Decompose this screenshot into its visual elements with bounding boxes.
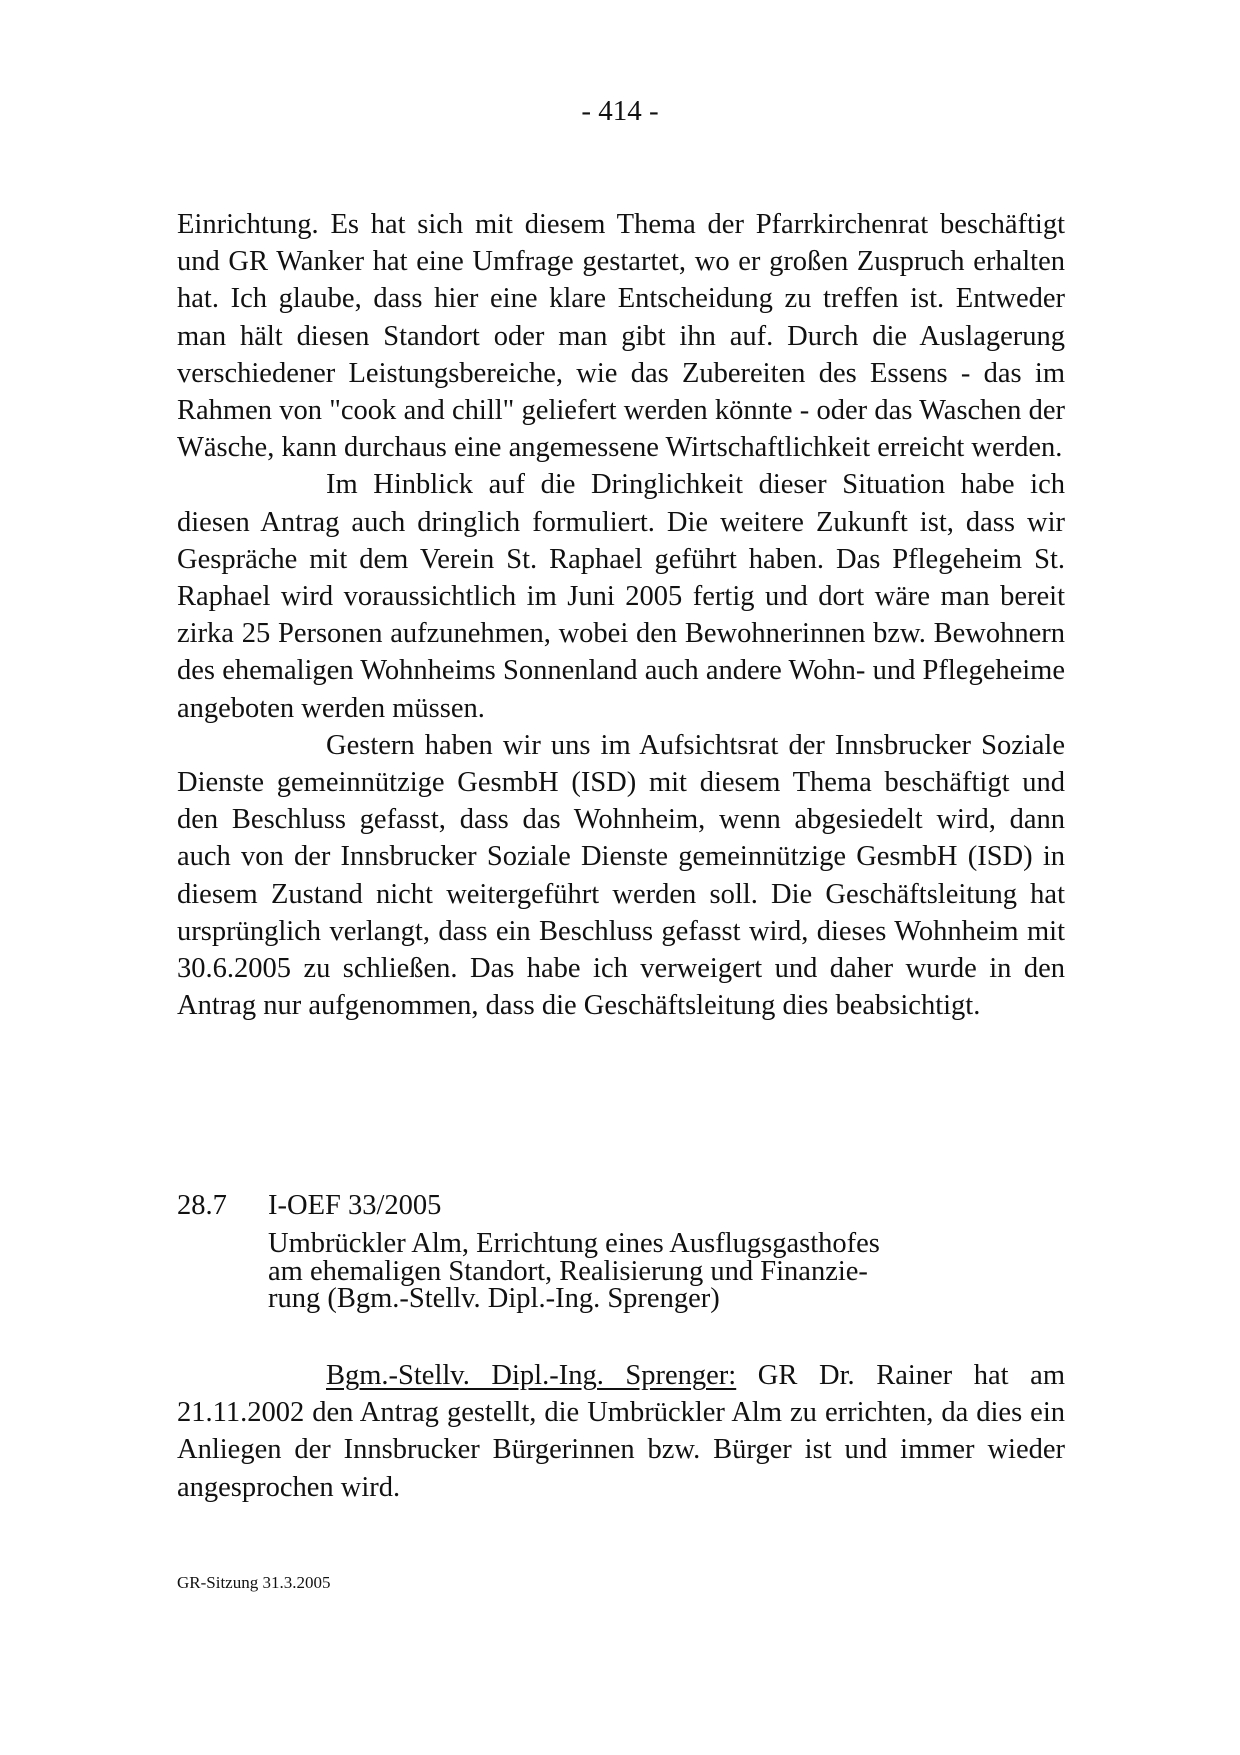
agenda-subject-line: Umbrückler Alm, Errichtung eines Ausflugsgasthofes [268,1228,880,1259]
speech-text: GR Dr. Rainer hat am 21.11.2002 den Antrag gestellt, die Umbrückler Alm zu errichten, da dies ein Anliegen der Innsbrucker Bürgerinnen bzw. Bürger ist und immer wieder angesprochen wird. [177,1360,1065,1503]
agenda-subject-line: am ehemaligen Standort, Realisierung und Finanzie- [268,1255,868,1287]
paragraph-continuation: Einrichtung. Es hat sich mit diesem Thema der Pfarrkirchenrat beschäftigt und GR Wanker hat eine Umfrage gestartet, wo er großen Zuspruch erhalten hat. Ich glaube, dass hier eine klare Entscheidung zu treffen ist. Entweder man hält diesen Standort oder man gibt ihn auf. Durch die Auslagerung verschiedener Leistungsbereiche, wie das Zubereiten des Essens - das im Rahmen von "cook and chill" geliefert werden könnte - oder das Waschen der Wäsche, kann durchaus eine angemessene Wirtschaftlichkeit erreicht werden. [177,209,1065,464]
paragraph-supervisory-board: Gestern haben wir uns im Aufsichtsrat der Innsbrucker Soziale Dienste gemeinnützige GesmbH (ISD) mit diesem Thema beschäftigt und den Beschluss gefasst, dass das Wohnheim, wenn abgesiedelt wird, dann auch von der Innsbrucker Soziale Dienste gemeinnützige GesmbH (ISD) in diesem Zustand nicht weitergeführt werden soll. Die Geschäftsleitung hat ursprünglich verlangt, dass ein Beschluss gefasst wird, dieses Wohnheim mit 30.6.2005 zu schließen. Das habe ich verweigert und daher wurde in den Antrag nur aufgenommen, dass die Geschäftsleitung dies beabsichtigt. [177,729,1065,1022]
paragraph-urgency: Im Hinblick auf die Dringlichkeit dieser Situation habe ich diesen Antrag auch dringlich formuliert. Die weitere Zukunft ist, dass wir Gespräche mit dem Verein St. Raphael geführt haben. Das Pflegeheim St. Raphael wird voraussichtlich im Juni 2005 fertig und dort wäre man bereit zirka 25 Personen aufzunehmen, wobei den Bewohnerinnen bzw. Bewohnern des ehemaligen Wohnheims Sonnenland auch andere Wohn- und Pflegeheime angeboten werden müssen. [177,469,1065,724]
speech-paragraph [177,1357,1065,1506]
speech-block [177,1357,1065,1506]
agenda-item-number: 28.7 [177,1190,227,1221]
page-footer: GR-Sitzung 31.3.2005 [177,1573,331,1592]
agenda-subject-line: rung (Bgm.-Stellv. Dipl.-Ing. Sprenger) [268,1283,720,1314]
agenda-item-subject [268,1230,928,1313]
speaker-name: Bgm.-Stellv. Dipl.-Ing. Sprenger: [326,1360,737,1391]
body-text [177,206,1065,1024]
page-number: - 414 - [581,95,659,127]
agenda-item-reference: I-OEF 33/2005 [268,1190,442,1221]
